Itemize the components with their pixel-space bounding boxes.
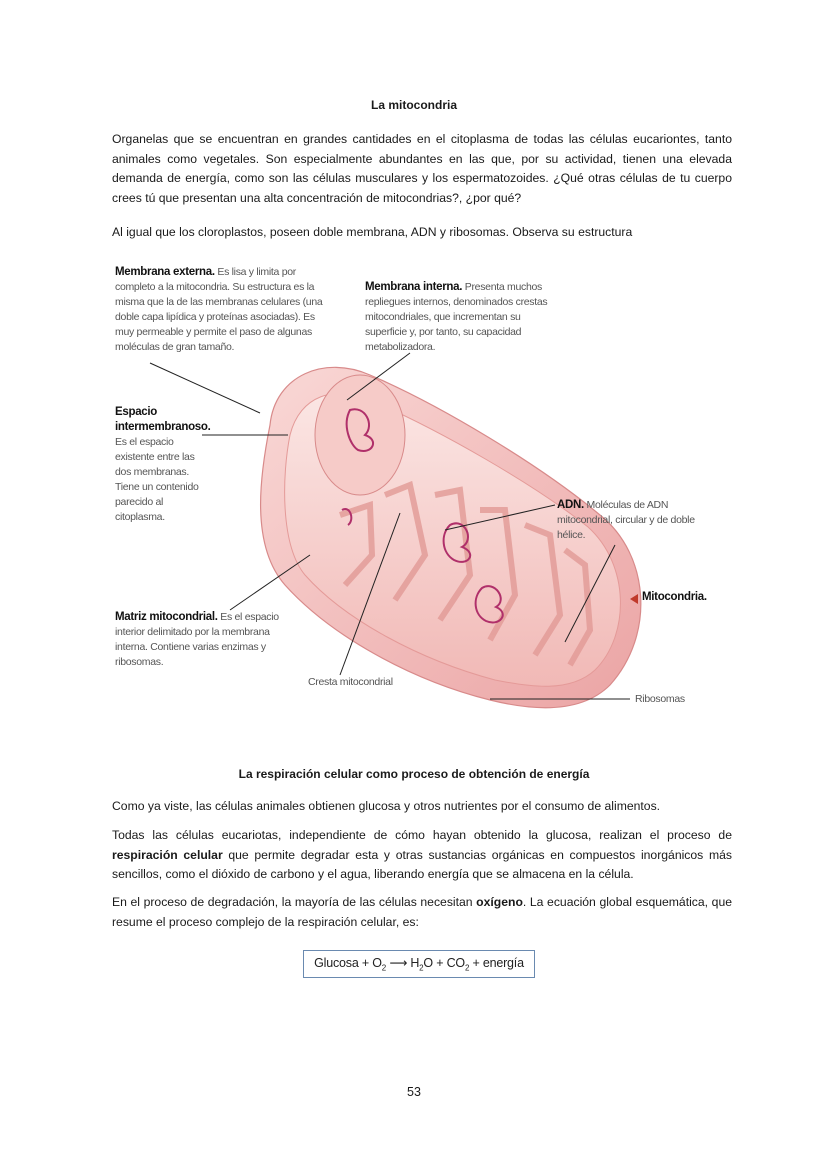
intro-paragraph: Organelas que se encuentran en grandes cantidades en el citoplasma de todas las células eucariontes, tanto animales como vegetales. Son especialmente abundantes en las que, por su actividad, tienen una elevada demanda de energía, como son las células musculares y los espermatozoides. ¿Qué otras células de tu cuerpo crees tú que presentan una alta concentración de mitocondrias?, ¿por qué? xyxy=(112,132,732,205)
section-paragraph-2: Todas las células eucariotas, independiente de cómo hayan obtenido la glucosa, realizan el proceso de respiración celular que permite degradar esta y otras sustancias orgánicas en compuestos inorgánicos más sencillos, como el dióxido de carbono y el agua, liberando energía que se almacena en la célula. xyxy=(112,828,732,881)
label-membrana-externa: Membrana externa. Es lisa y limita por completo a la mitocondria. Su estructura es la misma que la de las membranas celulares (una doble capa lipídica y proteínas asociadas). Es muy permeable y permite el paso de algunas moléculas de gran tamaño. xyxy=(115,266,323,353)
label-cresta: Cresta mitocondrial xyxy=(308,676,393,688)
label-membrana-interna: Membrana interna. Presenta muchos repliegues internos, denominados crestas mitocondriales, que incrementan su superficie y, por tanto, su capacidad metabolizadora. xyxy=(365,281,548,353)
label-espacio: Espacio intermembranoso. Es el espacio existente entre las dos membranas. Tiene un contenido parecido al citoplasma. xyxy=(115,406,211,523)
page-title: La mitocondria xyxy=(370,98,457,112)
page-number: 53 xyxy=(407,1085,421,1099)
section-title: La respiración celular como proceso de obtención de energía xyxy=(238,767,590,781)
respiration-equation: $Glucosa + O_2$ ⟶ $H_2O + CO_2$ + energía xyxy=(303,950,535,978)
label-adn: ADN. Moléculas de ADN mitocondrial, circular y de doble hélice. xyxy=(557,499,695,541)
label-mitocondria: Mitocondria. xyxy=(642,591,707,603)
label-ribosomas: Ribosomas xyxy=(635,693,685,705)
section-paragraph-1: Como ya viste, las células animales obtienen glucosa y otros nutrientes por el consumo de alimentos. xyxy=(112,799,661,813)
intro-paragraph-2: Al igual que los cloroplastos, poseen doble membrana, ADN y ribosomas. Observa su estructura xyxy=(112,225,633,239)
label-matriz: Matriz mitocondrial. Es el espacio interior delimitado por la membrana interna. Contiene varias enzimas y ribosomas. xyxy=(115,611,279,668)
mitochondria-figure xyxy=(110,255,725,745)
section-paragraph-3: En el proceso de degradación, la mayoría de las células necesitan oxígeno. La ecuación global esquemática, que resume el proceso complejo de la respiración celular, es: xyxy=(112,895,732,929)
